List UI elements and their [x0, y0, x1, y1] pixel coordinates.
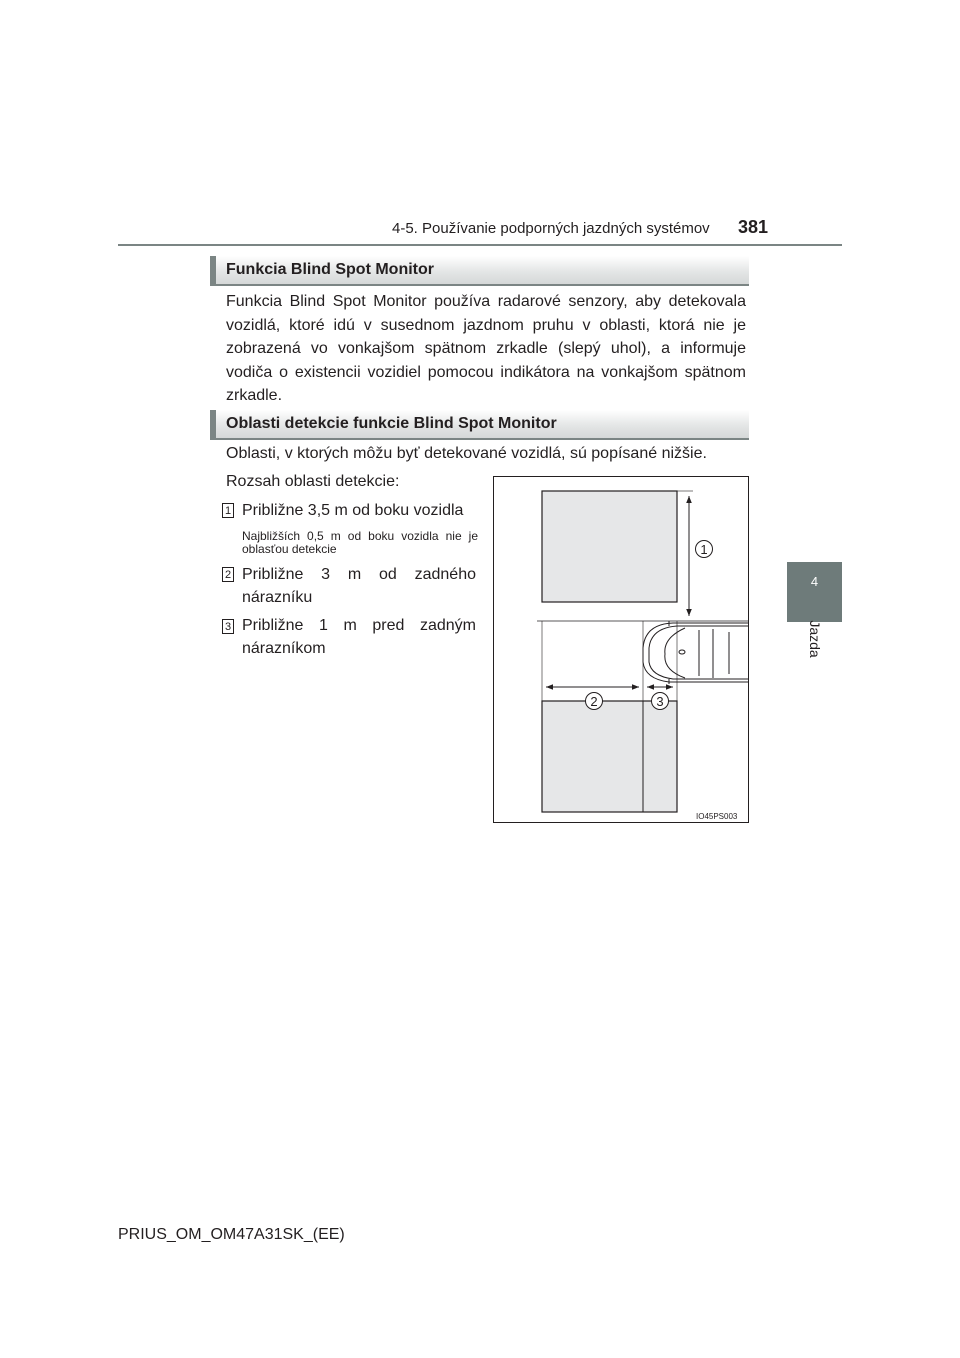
- chapter-number: 4: [810, 574, 819, 589]
- section-heading-detection-areas: [210, 410, 749, 440]
- page-number: 381: [738, 217, 769, 237]
- section-paragraph: Funkcia Blind Spot Monitor používa radarové senzory, aby detekovala vozidlá, ktoré idú v susednom jazdnom pruhu v oblasti, ktorá nie je zobrazená vo vonkajšom spätnom zrkadle (slepý uhol), a informuje vodiča o existencii vozidiel pomocou indikátora na vonkajšom spätnom zrkadle.: [226, 293, 746, 404]
- callout-label: 1: [700, 542, 708, 557]
- item-number-box: 1: [222, 503, 234, 518]
- rear-detection-zone: [542, 701, 677, 812]
- section-heading-text: Oblasti detekcie funkcie Blind Spot Monitor: [226, 415, 557, 432]
- footer-doc-code: PRIUS_OM_OM47A31SK_(EE): [118, 1226, 345, 1243]
- callout-1: [696, 541, 713, 558]
- list-item: Približne 3 m od zadného nárazníku: [242, 566, 476, 606]
- chapter-label: Jazda: [807, 620, 823, 658]
- detection-range-label: Rozsah oblasti detekcie:: [226, 473, 400, 490]
- callout-label: 2: [590, 694, 598, 709]
- section-heading-bar: [210, 410, 216, 440]
- item-number-box: 2: [222, 567, 234, 582]
- header-rule: [118, 244, 842, 246]
- callout-label: 3: [656, 694, 664, 709]
- side-detection-zone: [542, 491, 677, 602]
- list-item-note: Najbližších 0,5 m od boku vozidla nie je oblasťou detekcie: [242, 529, 478, 556]
- section-heading-bar: [210, 256, 216, 286]
- figure-code: IO45PS003: [696, 812, 738, 821]
- list-item: Približne 3,5 m od boku vozidla: [242, 502, 464, 519]
- callout-3: [652, 693, 669, 710]
- section-heading-blind-spot-monitor: [210, 256, 749, 286]
- list-item: Približne 1 m pred zadným nárazníkom: [242, 617, 476, 657]
- item-number-box: 3: [222, 619, 234, 634]
- callout-2: [586, 693, 603, 710]
- detection-area-diagram: [493, 476, 749, 823]
- detection-intro: Oblasti, v ktorých môžu byť detekované vozidlá, sú popísané nižšie.: [226, 445, 707, 462]
- detection-area-figure: [493, 476, 749, 823]
- section-heading-text: Funkcia Blind Spot Monitor: [226, 261, 434, 278]
- running-header-section: 4-5. Používanie podporných jazdných systémov: [392, 220, 710, 237]
